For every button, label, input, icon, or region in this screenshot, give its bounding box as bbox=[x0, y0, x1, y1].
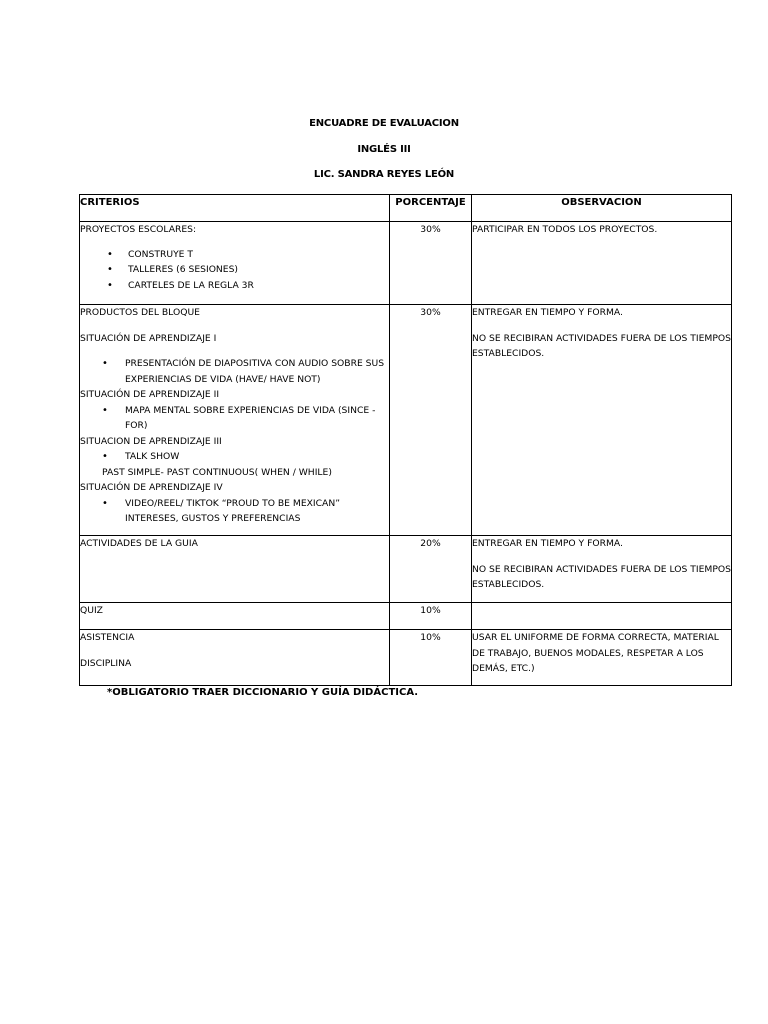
bullet-icon: • bbox=[102, 404, 108, 416]
observation-cell bbox=[472, 305, 732, 536]
situation-heading: SITUACIÓN DE APRENDIZAJE I bbox=[80, 332, 217, 344]
percent-cell: 10% bbox=[390, 630, 472, 686]
bullet-list bbox=[80, 247, 389, 294]
table-row bbox=[80, 305, 732, 536]
criteria-cell bbox=[80, 222, 390, 305]
percent-cell: 30% bbox=[390, 305, 472, 536]
situation-heading: SITUACION DE APRENDIZAJE III bbox=[80, 435, 222, 447]
criteria-cell: ACTIVIDADES DE LA GUIA bbox=[80, 536, 390, 603]
observation-cell: PARTICIPAR EN TODOS LOS PROYECTOS. bbox=[472, 222, 732, 305]
bullet-icon: • bbox=[107, 264, 113, 275]
criteria-cell: QUIZ bbox=[80, 603, 390, 630]
observation-line: ENTREGAR EN TIEMPO Y FORMA. bbox=[472, 307, 623, 318]
list-item: • VIDEO/REEL/ TIKTOK “PROUD TO BE MEXICAN” INTERESES, GUSTOS Y PREFERENCIAS bbox=[102, 497, 340, 524]
grammar-note: PAST SIMPLE- PAST CONTINUOUS( WHEN / WHILE) bbox=[102, 466, 332, 478]
criteria-title: PROYECTOS ESCOLARES: bbox=[80, 224, 197, 235]
table-row bbox=[80, 630, 732, 686]
observation-line: NO SE RECIBIRAN ACTIVIDADES FUERA DE LOS TIEMPOS ESTABLECIDOS. bbox=[472, 563, 731, 590]
bullet-list bbox=[80, 403, 389, 434]
list-item: • CONSTRUYE T bbox=[80, 247, 389, 263]
evaluation-table bbox=[79, 194, 732, 686]
subject-title: INGLÉS III bbox=[357, 144, 411, 155]
observation-line: NO SE RECIBIRAN ACTIVIDADES FUERA DE LOS TIEMPOS ESTABLECIDOS. bbox=[472, 332, 731, 359]
list-item: • MAPA MENTAL SOBRE EXPERIENCIAS DE VIDA (SINCE - FOR) bbox=[102, 404, 376, 431]
observation-cell bbox=[472, 536, 732, 603]
observation-cell: USAR EL UNIFORME DE FORMA CORRECTA, MATERIAL DE TRABAJO, BUENOS MODALES, RESPETAR A LOS DEMÁS, ETC.) bbox=[472, 630, 732, 686]
table-row bbox=[80, 603, 732, 630]
column-header-observacion: OBSERVACION bbox=[472, 195, 732, 222]
percent-cell: 30% bbox=[390, 222, 472, 305]
list-item: • PRESENTACIÓN DE DIAPOSITIVA CON AUDIO SOBRE SUS EXPERIENCIAS DE VIDA (HAVE/ HAVE NOT) bbox=[102, 358, 385, 385]
criteria-cell bbox=[80, 630, 390, 686]
criteria-title: PRODUCTOS DEL BLOQUE bbox=[80, 307, 200, 318]
table-row bbox=[80, 222, 732, 305]
column-header-criterios: CRITERIOS bbox=[80, 195, 390, 222]
bullet-icon: • bbox=[102, 358, 108, 369]
footnote: *OBLIGATORIO TRAER DICCIONARIO Y GUÍA DIDÁCTICA. bbox=[107, 687, 419, 698]
list-item: • TALLERES (6 SESIONES) bbox=[80, 262, 389, 278]
bullet-icon: • bbox=[107, 279, 113, 291]
bullet-list bbox=[80, 496, 389, 527]
percent-cell: 10% bbox=[390, 603, 472, 630]
criteria-cell bbox=[80, 305, 390, 536]
criteria-title: ASISTENCIA bbox=[80, 632, 135, 643]
bullet-list bbox=[80, 356, 389, 387]
column-header-porcentaje: PORCENTAJE bbox=[390, 195, 472, 222]
observation-line: ENTREGAR EN TIEMPO Y FORMA. bbox=[472, 538, 623, 549]
situation-heading: SITUACIÓN DE APRENDIZAJE II bbox=[80, 389, 220, 400]
criteria-title: DISCIPLINA bbox=[80, 657, 132, 669]
bullet-list bbox=[80, 449, 389, 465]
table-row bbox=[80, 536, 732, 603]
teacher-name: LIC. SANDRA REYES LEÓN bbox=[313, 169, 455, 180]
bullet-icon: • bbox=[102, 497, 108, 509]
document-title: ENCUADRE DE EVALUACION bbox=[309, 118, 459, 129]
percent-cell: 20% bbox=[390, 536, 472, 603]
table-header-row bbox=[80, 195, 732, 222]
situation-heading: SITUACIÓN DE APRENDIZAJE IV bbox=[80, 482, 223, 493]
list-item: • TALK SHOW bbox=[80, 449, 389, 465]
bullet-icon: • bbox=[102, 451, 108, 462]
list-item: • CARTELES DE LA REGLA 3R bbox=[80, 278, 389, 294]
bullet-icon: • bbox=[107, 248, 113, 260]
observation-cell bbox=[472, 603, 732, 630]
